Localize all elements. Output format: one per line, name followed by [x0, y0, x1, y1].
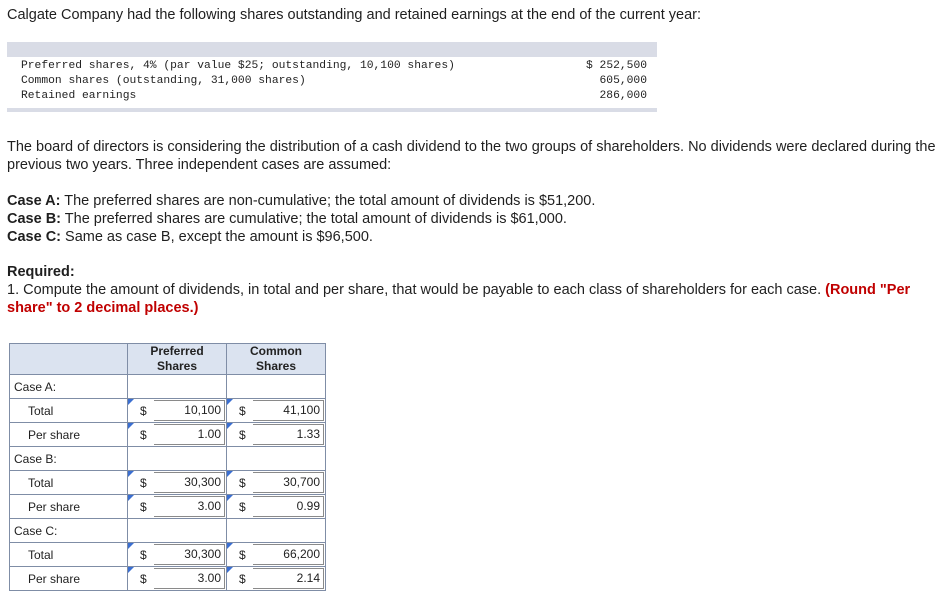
common-shares-header: Common Shares: [227, 344, 326, 375]
balance-amount: 286,000: [599, 90, 647, 102]
case-label: Case A:: [10, 375, 128, 399]
common-per-share-cell: [227, 495, 326, 519]
balance-amount: 605,000: [599, 75, 647, 87]
total-row: [10, 399, 326, 423]
per-share-row: [10, 423, 326, 447]
preferred-total-cell: [128, 543, 227, 567]
common-per-share-cell: [227, 423, 326, 447]
answer-marker-icon: [227, 567, 233, 573]
case-b-line: Case B: The preferred shares are cumulative; the total amount of dividends is $61,000.: [7, 211, 567, 227]
answer-marker-icon: [128, 471, 134, 477]
balance-row: [7, 74, 657, 89]
preferred-per-share-cell: [128, 495, 227, 519]
currency-symbol: $: [239, 547, 246, 562]
intro-text: Calgate Company had the following shares outstanding and retained earnings at the end of the current year:: [7, 7, 702, 23]
preferred-per-share-cell: [128, 567, 227, 591]
total-row: [10, 471, 326, 495]
case-label: Case C:: [10, 519, 128, 543]
answer-marker-icon: [227, 543, 233, 549]
common-per-share-input[interactable]: 1.33: [253, 424, 324, 445]
answer-marker-icon: [128, 567, 134, 573]
currency-symbol: $: [239, 403, 246, 418]
currency-symbol: $: [140, 571, 147, 586]
common-total-cell: [227, 399, 326, 423]
answer-marker-icon: [128, 495, 134, 501]
preferred-total-input[interactable]: 10,100: [154, 400, 225, 421]
common-per-share-input[interactable]: 2.14: [253, 568, 324, 589]
currency-symbol: $: [239, 571, 246, 586]
preferred-per-share-input[interactable]: 3.00: [154, 568, 225, 589]
balance-row: [7, 89, 657, 104]
common-total-input[interactable]: 41,100: [253, 400, 324, 421]
currency-symbol: $: [140, 475, 147, 490]
case-row: [10, 519, 326, 543]
common-total-input[interactable]: 30,700: [253, 472, 324, 493]
dividend-table: [9, 343, 326, 591]
currency-symbol: $: [140, 403, 147, 418]
balance-row: [7, 59, 657, 74]
answer-marker-icon: [227, 471, 233, 477]
balance-amount: $ 252,500: [585, 60, 647, 72]
preferred-per-share-input[interactable]: 3.00: [154, 496, 225, 517]
cases-list: [7, 192, 937, 246]
answer-marker-icon: [128, 543, 134, 549]
balance-label: Common shares (outstanding, 31,000 shares): [21, 75, 306, 87]
table-header: [10, 344, 326, 375]
total-label: Total: [10, 543, 128, 567]
answer-marker-icon: [227, 399, 233, 405]
currency-symbol: $: [140, 499, 147, 514]
currency-symbol: $: [140, 427, 147, 442]
preferred-total-input[interactable]: 30,300: [154, 472, 225, 493]
case-row: [10, 447, 326, 471]
preferred-shares-header: Preferred Shares: [128, 344, 227, 375]
total-label: Total: [10, 471, 128, 495]
currency-symbol: $: [140, 547, 147, 562]
board-paragraph: The board of directors is considering the distribution of a cash dividend to the two groups of shareholders. No dividends were declared during the previous two years. Three independent cases are assumed:: [7, 139, 936, 173]
required-heading: Required:: [7, 264, 75, 280]
per-share-row: [10, 495, 326, 519]
case-a-line: Case A: The preferred shares are non-cumulative; the total amount of dividends is $51,200.: [7, 193, 596, 209]
per-share-label: Per share: [10, 423, 128, 447]
total-label: Total: [10, 399, 128, 423]
answer-marker-icon: [128, 399, 134, 405]
preferred-per-share-input[interactable]: 1.00: [154, 424, 225, 445]
common-total-cell: [227, 471, 326, 495]
answer-marker-icon: [227, 423, 233, 429]
rounding-note: (Round "Per share" to 2 decimal places.): [7, 282, 911, 316]
answer-marker-icon: [128, 423, 134, 429]
case-c-line: Case C: Same as case B, except the amount is $96,500.: [7, 229, 373, 245]
preferred-total-input[interactable]: 30,300: [154, 544, 225, 565]
balance-label: Preferred shares, 4% (par value $25; outstanding, 10,100 shares): [21, 60, 455, 72]
case-row: [10, 375, 326, 399]
common-per-share-input[interactable]: 0.99: [253, 496, 324, 517]
per-share-label: Per share: [10, 495, 128, 519]
total-row: [10, 543, 326, 567]
preferred-total-cell: [128, 399, 227, 423]
preferred-per-share-cell: [128, 423, 227, 447]
currency-symbol: $: [239, 499, 246, 514]
common-total-input[interactable]: 66,200: [253, 544, 324, 565]
common-per-share-cell: [227, 567, 326, 591]
balance-label: Retained earnings: [21, 90, 137, 102]
per-share-label: Per share: [10, 567, 128, 591]
required-text: 1. Compute the amount of dividends, in total and per share, that would be payable to each class of shareholders for each case. (Round "Per share" to 2 decimal places.): [7, 282, 911, 316]
currency-symbol: $: [239, 427, 246, 442]
required-section: [7, 263, 937, 317]
balance-table: [7, 42, 657, 112]
per-share-row: [10, 567, 326, 591]
preferred-total-cell: [128, 471, 227, 495]
answer-marker-icon: [227, 495, 233, 501]
currency-symbol: $: [239, 475, 246, 490]
common-total-cell: [227, 543, 326, 567]
case-label: Case B:: [10, 447, 128, 471]
